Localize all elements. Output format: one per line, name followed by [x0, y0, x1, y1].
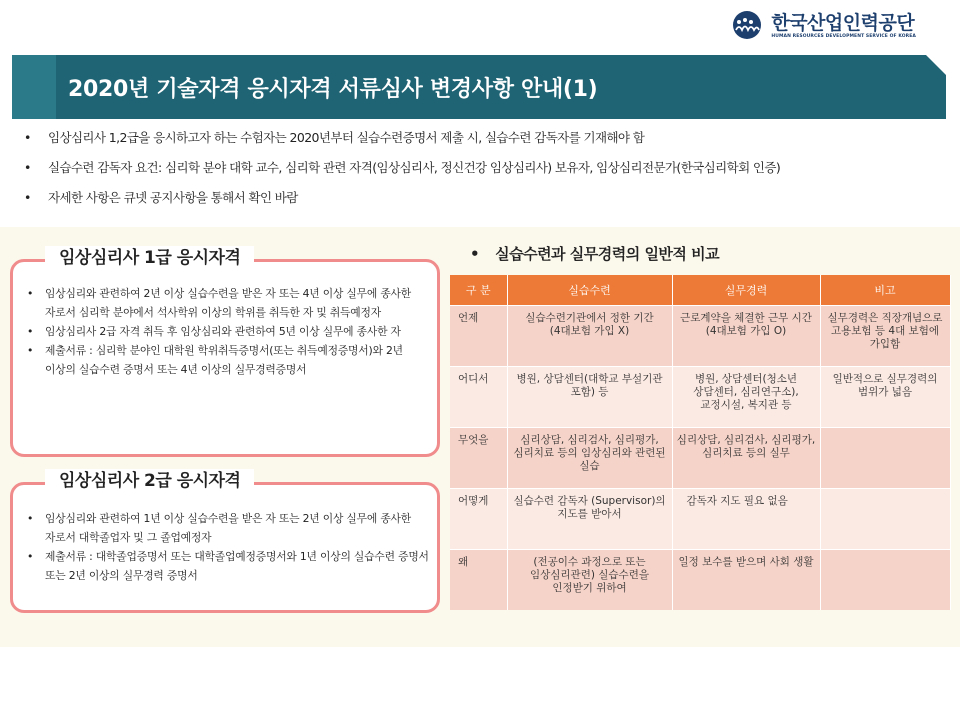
- level1-box-title: 임상심리사 1급 응시자격: [45, 246, 254, 270]
- table-cell: 감독자 지도 필요 없음: [672, 488, 820, 549]
- title-bar-accent: [12, 55, 56, 119]
- list-item: • 임상심리사 2급 자격 취득 후 임상심리와 관련하여 5년 이상 실무에 종사한 자: [27, 322, 429, 341]
- row-header: 언제: [450, 305, 507, 366]
- table-cell: [820, 427, 950, 488]
- logo: [729, 10, 916, 40]
- list-item: • 제출서류 : 대학졸업증명서 또는 대학졸업예정증명서와 1년 이상의 실습수련 증명서 또는 2년 이상의 실무경력 증명서: [27, 547, 429, 585]
- column-header: 비고: [820, 275, 950, 305]
- table-header-row: [450, 275, 950, 305]
- page-title: 2020년 기술자격 응시자격 서류심사 변경사항 안내(1): [68, 77, 598, 102]
- level2-box-title: 임상심리사 2급 응시자격: [45, 469, 254, 493]
- intro-item: • 임상심리사 1,2급을 응시하고자 하는 수험자는 2020년부터 실습수련증명서 제출 시, 실습수련 감독자를 기재해야 함: [24, 130, 944, 146]
- table-row: [450, 488, 950, 549]
- logo-name-kr: 한국산업인력공단: [771, 11, 915, 34]
- table-cell: 근로계약을 체결한 근무 시간 (4대보험 가입 O): [672, 305, 820, 366]
- intro-item: • 실습수련 감독자 요건: 심리학 분야 대학 교수, 심리학 관련 자격(임상심리사, 정신건강 임상심리사) 보유자, 임상심리전문가(한국심리학회 인증): [24, 160, 944, 176]
- row-header: 어떻게: [450, 488, 507, 549]
- table-cell: (전공이수 과정으로 또는 임상심리관련) 실습수련을 인정받기 위하여: [507, 549, 672, 610]
- table-cell: 실무경력은 직장개념으로 고용보험 등 4대 보험에 가입함: [820, 305, 950, 366]
- table-cell: [820, 549, 950, 610]
- content-panel: [0, 227, 960, 647]
- level2-qualification-box: [10, 471, 440, 613]
- table-cell: 일정 보수를 받으며 사회 생활: [672, 549, 820, 610]
- level1-list: [27, 284, 429, 379]
- table-cell: 일반적으로 실무경력의 범위가 넓음: [820, 366, 950, 427]
- table-cell: [820, 488, 950, 549]
- title-bar: [12, 55, 946, 119]
- table-cell: 실습수련기관에서 정한 기간(4대보험 가입 X): [507, 305, 672, 366]
- intro-item: • 자세한 사항은 큐넷 공지사항을 통해서 확인 바람: [24, 190, 944, 206]
- hrdk-logo-icon: [729, 10, 765, 40]
- row-header: 왜: [450, 549, 507, 610]
- list-item: • 임상심리와 관련하여 1년 이상 실습수련을 받은 자 또는 2년 이상 실무에 종사한 자로서 대학졸업자 및 그 졸업예정자: [27, 509, 429, 547]
- level2-list: [27, 509, 429, 585]
- table-row: [450, 305, 950, 366]
- logo-name-en: HUMAN RESOURCES DEVELOPMENT SERVICE OF KOREA: [771, 33, 916, 39]
- column-header: 실무경력: [672, 275, 820, 305]
- list-item: • 제출서류 : 심리학 분야인 대학원 학위취득증명서(또는 취득예정증명서)와 2년 이상의 실습수련 증명서 또는 4년 이상의 실무경력증명서: [27, 341, 429, 379]
- table-cell: 심리상담, 심리검사, 심리평가, 심리치료 등의 임상심리와 관련된 실습: [507, 427, 672, 488]
- table-cell: 실습수련 감독자 (Supervisor)의 지도를 받아서: [507, 488, 672, 549]
- title-bar-corner: [926, 55, 946, 75]
- table-row: [450, 366, 950, 427]
- table-row: [450, 549, 950, 610]
- table-cell: 병원, 상담센터(청소년 상담센터, 심리연구소), 교정시설, 복지관 등: [672, 366, 820, 427]
- column-header: 구 분: [450, 275, 507, 305]
- table-cell: 심리상담, 심리검사, 심리평가, 심리치료 등의 실무: [672, 427, 820, 488]
- list-item: • 임상심리와 관련하여 2년 이상 실습수련을 받은 자 또는 4년 이상 실무에 종사한 자로서 심리학 분야에서 석사학위 이상의 학위를 취득한 자 및 취득예정자: [27, 284, 429, 322]
- intro-list: [24, 130, 944, 220]
- comparison-table: [450, 275, 951, 610]
- level1-qualification-box: [10, 248, 440, 457]
- row-header: 어디서: [450, 366, 507, 427]
- row-header: 무엇을: [450, 427, 507, 488]
- column-header: 실습수련: [507, 275, 672, 305]
- table-cell: 병원, 상담센터(대학교 부설기관 포함) 등: [507, 366, 672, 427]
- table-row: [450, 427, 950, 488]
- comparison-title: • 실습수련과 실무경력의 일반적 비교: [470, 243, 719, 264]
